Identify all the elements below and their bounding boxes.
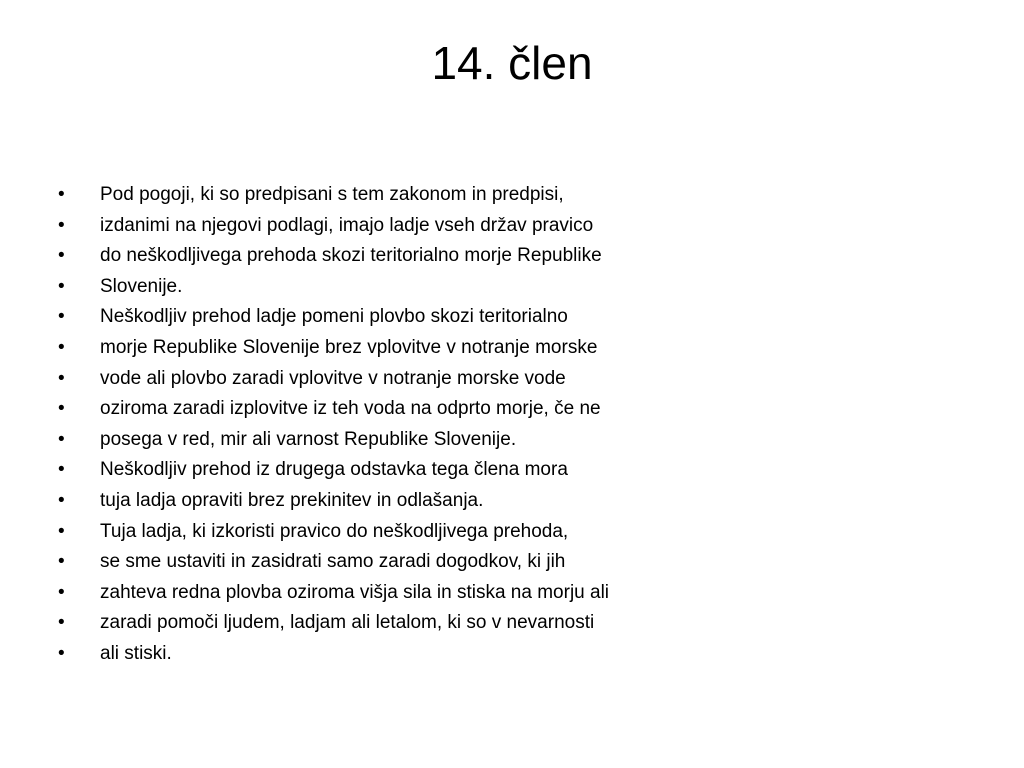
bullet-icon: • [58,184,65,205]
bullet-icon: • [58,489,65,511]
bullet-text: posega v red, mir ali varnost Republike Slovenije. [100,428,517,450]
bullet-text: Neškodljiv prehod iz drugega odstavka tega člena mora [100,459,568,481]
bullet-text: morje Republike Slovenije brez vplovitve v notranje morske [100,336,598,358]
bullet-text: vode ali plovbo zaradi vplovitve v notranje morske vode [100,367,566,389]
bullet-item [58,180,958,211]
bullet-item [58,578,958,609]
bullet-item [58,364,958,395]
bullet-item [58,425,958,456]
bullet-item [58,241,958,272]
bullet-icon: • [58,581,65,603]
bullet-icon: • [58,551,65,573]
bullet-text: Slovenije. [100,275,183,297]
bullet-text: Neškodljiv prehod ladje pomeni plovbo skozi teritorialno [100,306,568,328]
bullet-item [58,333,958,364]
bullet-icon: • [58,520,65,542]
bullet-item [58,517,958,548]
bullet-text: izdanimi na njegovi podlagi, imajo ladje vseh držav pravico [100,214,594,236]
bullet-item [58,394,958,425]
bullet-text: zahteva redna plovba oziroma višja sila in stiska na morju ali [100,581,610,603]
bullet-item [58,455,958,486]
bullet-text: ali stiski. [100,642,172,664]
bullet-icon: • [58,642,65,664]
bullet-item [58,639,958,670]
bullet-item [58,608,958,639]
bullet-text: zaradi pomoči ljudem, ladjam ali letalom, ki so v nevarnosti [100,612,595,634]
bullet-list [58,180,958,670]
slide-title: 14. člen [431,37,593,89]
bullet-item [58,302,958,333]
bullet-item [58,211,958,242]
bullet-icon: • [58,428,65,450]
bullet-text: do neškodljivega prehoda skozi teritorialno morje Republike [100,245,602,267]
bullet-text: tuja ladja opraviti brez prekinitev in odlašanja. [100,489,484,511]
bullet-item [58,272,958,303]
bullet-icon: • [58,612,65,634]
bullet-icon: • [58,367,65,389]
bullet-icon: • [58,398,65,420]
bullet-text: oziroma zaradi izplovitve iz teh voda na odprto morje, če ne [100,398,601,420]
bullet-text: se sme ustaviti in zasidrati samo zaradi dogodkov, ki jih [100,551,566,573]
bullet-icon: • [58,214,65,236]
bullet-item [58,547,958,578]
bullet-icon: • [58,306,65,328]
bullet-icon: • [58,459,65,481]
bullet-text: Pod pogoji, ki so predpisani s tem zakonom in predpisi, [100,184,564,205]
bullet-icon: • [58,336,65,358]
bullet-icon: • [58,275,65,297]
bullet-icon: • [58,245,65,267]
bullet-text: Tuja ladja, ki izkoristi pravico do neškodljivega prehoda, [100,520,569,542]
bullet-item [58,486,958,517]
